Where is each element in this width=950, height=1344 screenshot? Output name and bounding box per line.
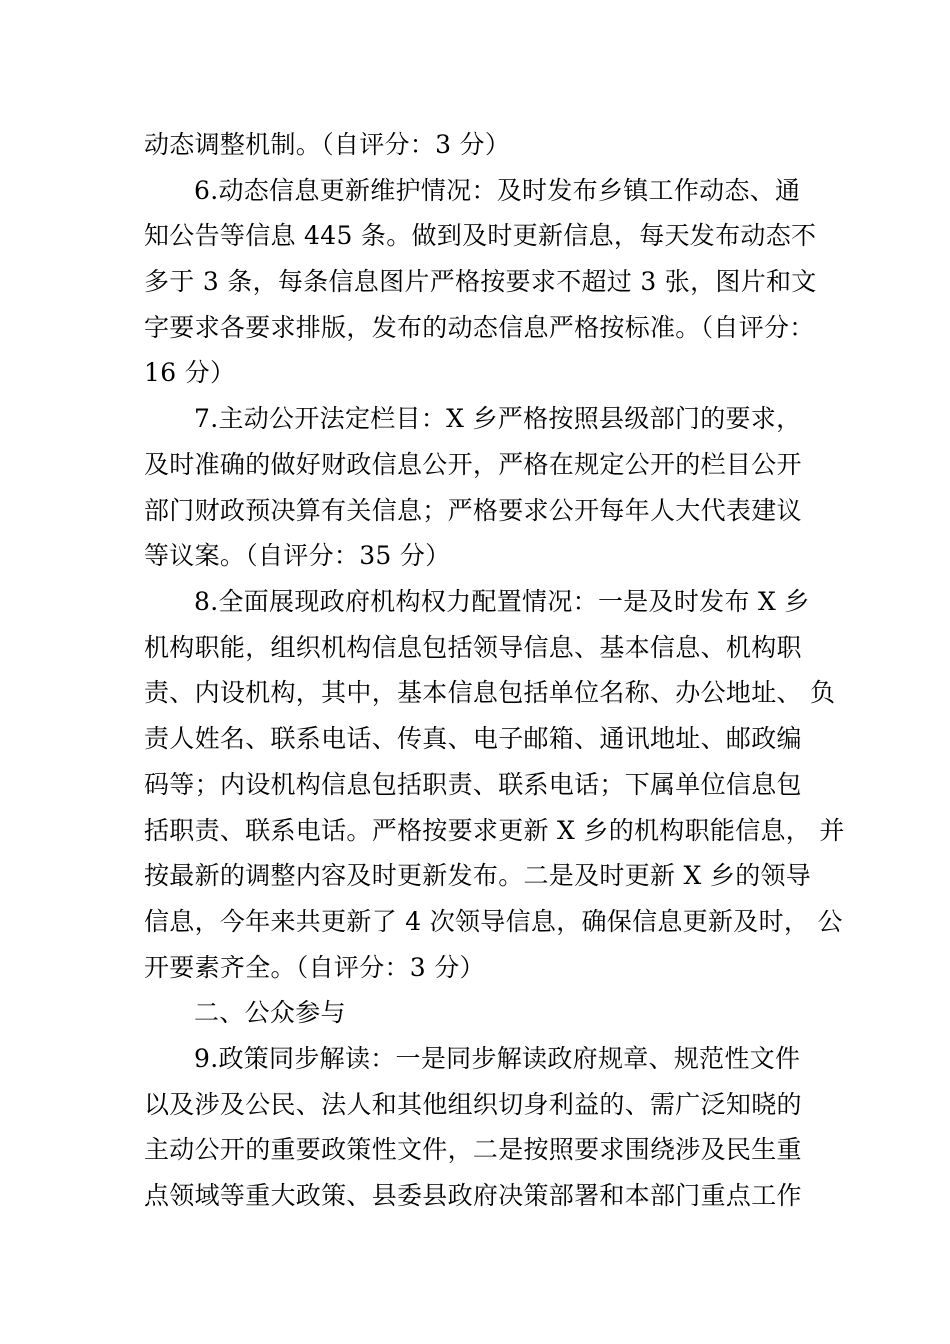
item-8-heading: 8.全面展现政府机构权力配置情况：一是及时发布 X 乡	[194, 587, 810, 616]
text-line-14: 责人姓名、联系电话、传真、电子邮箱、通讯地址、邮政编	[144, 724, 802, 753]
text-line-3: 知公告等信息 445 条。做到及时更新信息，每天发布动态不	[144, 221, 817, 250]
text-line-9: 部门财政预决算有关信息；严格要求公开每年人大代表建议	[144, 496, 802, 525]
text-line-18: 信息，今年来共更新了 4 次领导信息，确保信息更新及时， 公	[144, 907, 843, 936]
text-line-12: 机构职能，组织机构信息包括领导信息、基本信息、机构职	[144, 633, 802, 662]
text-line-1: 动态调整机制。（自评分：3 分）	[144, 130, 511, 159]
text-line-19: 开要素齐全。（自评分：3 分）	[144, 953, 485, 982]
text-line-16: 括职责、联系电话。严格按要求更新 X 乡的机构职能信息， 并	[144, 816, 845, 845]
text-line-15: 码等；内设机构信息包括职责、联系电话；下属单位信息包	[144, 770, 802, 799]
text-line-13: 责、内设机构，其中，基本信息包括单位名称、办公地址、 负	[144, 678, 836, 707]
text-line-23: 主动公开的重要政策性文件，二是按照要求围绕涉及民生重	[144, 1135, 802, 1164]
text-line-22: 以及涉及公民、法人和其他组织切身利益的、需广泛知晓的	[144, 1090, 802, 1119]
item-6-heading: 6.动态信息更新维护情况：及时发布乡镇工作动态、通	[194, 176, 801, 205]
item-9-heading: 9.政策同步解读：一是同步解读政府规章、规范性文件	[194, 1044, 801, 1073]
text-line-4: 多于 3 条，每条信息图片严格按要求不超过 3 张，图片和文	[144, 267, 817, 296]
item-7-heading: 7.主动公开法定栏目：X 乡严格按照县级部门的要求，	[194, 404, 802, 433]
section-heading-public-participation: 二、公众参与	[194, 998, 346, 1027]
text-line-10: 等议案。（自评分：35 分）	[144, 541, 451, 570]
text-line-5: 字要求各要求排版，发布的动态信息严格按标准。（自评分：	[144, 313, 815, 342]
text-line-17: 按最新的调整内容及时更新发布。二是及时更新 X 乡的领导	[144, 861, 812, 890]
text-line-8: 及时准确的做好财政信息公开，严格在规定公开的栏目公开	[144, 450, 802, 479]
text-line-6: 16 分）	[144, 358, 236, 387]
text-line-24: 点领域等重大政策、县委县政府决策部署和本部门重点工作	[144, 1181, 802, 1210]
